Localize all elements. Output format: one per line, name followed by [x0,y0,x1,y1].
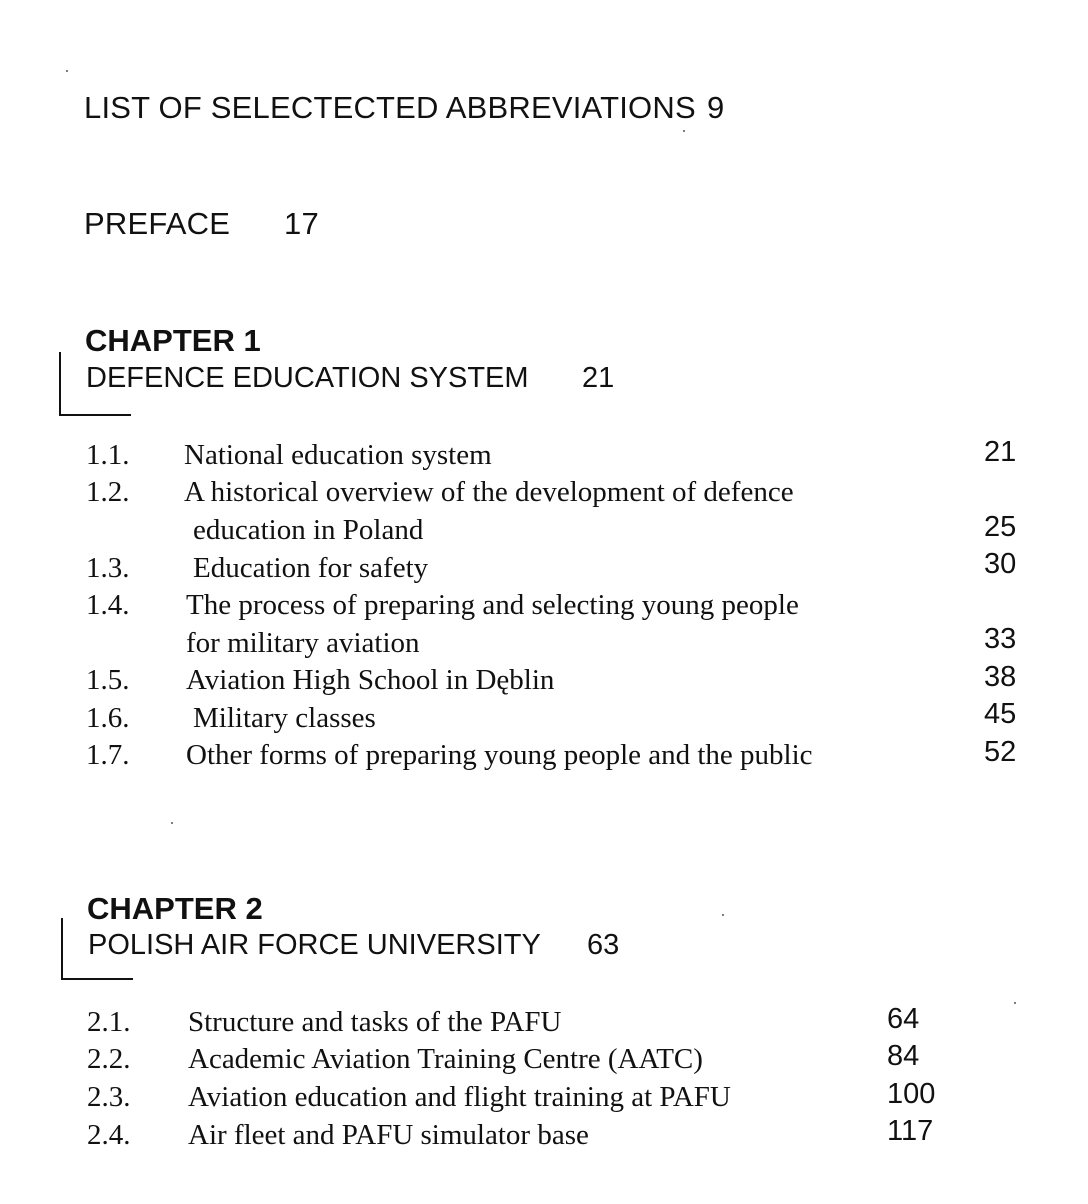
preface-page: 17 [284,206,319,241]
chapter-1-page: 21 [582,362,615,394]
section-page: 52 [984,736,1017,768]
chapter-1-label: CHAPTER 1 [85,323,261,358]
chapter-2-page: 63 [587,929,620,961]
chapter-2-title: POLISH AIR FORCE UNIVERSITY [88,929,541,961]
section-title: Education for safety [193,552,429,584]
section-number: 1.6. [86,702,130,734]
scan-speck [171,822,173,824]
scan-speck [683,130,685,132]
abbreviations-page: 9 [707,90,725,125]
section-number: 1.7. [86,739,130,771]
section-number: 1.4. [86,589,130,621]
section-number: 2.1. [87,1006,131,1038]
section-number: 2.2. [87,1043,131,1075]
section-title: Air fleet and PAFU simulator base [188,1119,589,1151]
section-page: 21 [984,436,1017,468]
section-title: Military classes [193,702,376,734]
section-number: 1.1. [86,439,130,471]
section-number: 1.2. [86,476,130,508]
section-title-continued: for military aviation [186,627,420,659]
section-title: National education system [184,439,492,471]
section-page: 45 [984,698,1017,730]
section-title: Academic Aviation Training Centre (AATC) [188,1043,703,1075]
section-title: Aviation High School in Dęblin [186,664,555,696]
chapter-2-label: CHAPTER 2 [87,891,263,926]
section-title: The process of preparing and selecting young people [186,589,799,621]
section-number: 2.3. [87,1081,131,1113]
section-page: 25 [984,511,1017,543]
section-number: 1.5. [86,664,130,696]
section-page: 64 [887,1003,920,1035]
preface-title: PREFACE [84,206,231,241]
section-page: 33 [984,623,1017,655]
section-page: 84 [887,1040,920,1072]
section-title: Other forms of preparing young people and the public [186,739,813,771]
abbreviations-title: LIST OF SELECTECTED ABBREVIATIONS [84,90,696,125]
section-page: 117 [887,1115,934,1147]
section-page: 38 [984,661,1017,693]
section-page: 30 [984,548,1017,580]
scan-speck [1014,1002,1016,1004]
section-title: Structure and tasks of the PAFU [188,1006,562,1038]
scan-speck [66,70,68,72]
chapter-1-title: DEFENCE EDUCATION SYSTEM [86,362,529,394]
section-number: 2.4. [87,1119,131,1151]
section-title: Aviation education and flight training at PAFU [188,1081,731,1113]
scan-speck [722,914,724,916]
section-title-continued: education in Poland [193,514,424,546]
section-number: 1.3. [86,552,130,584]
section-title: A historical overview of the development of defence [184,476,794,508]
section-page: 100 [887,1078,936,1110]
